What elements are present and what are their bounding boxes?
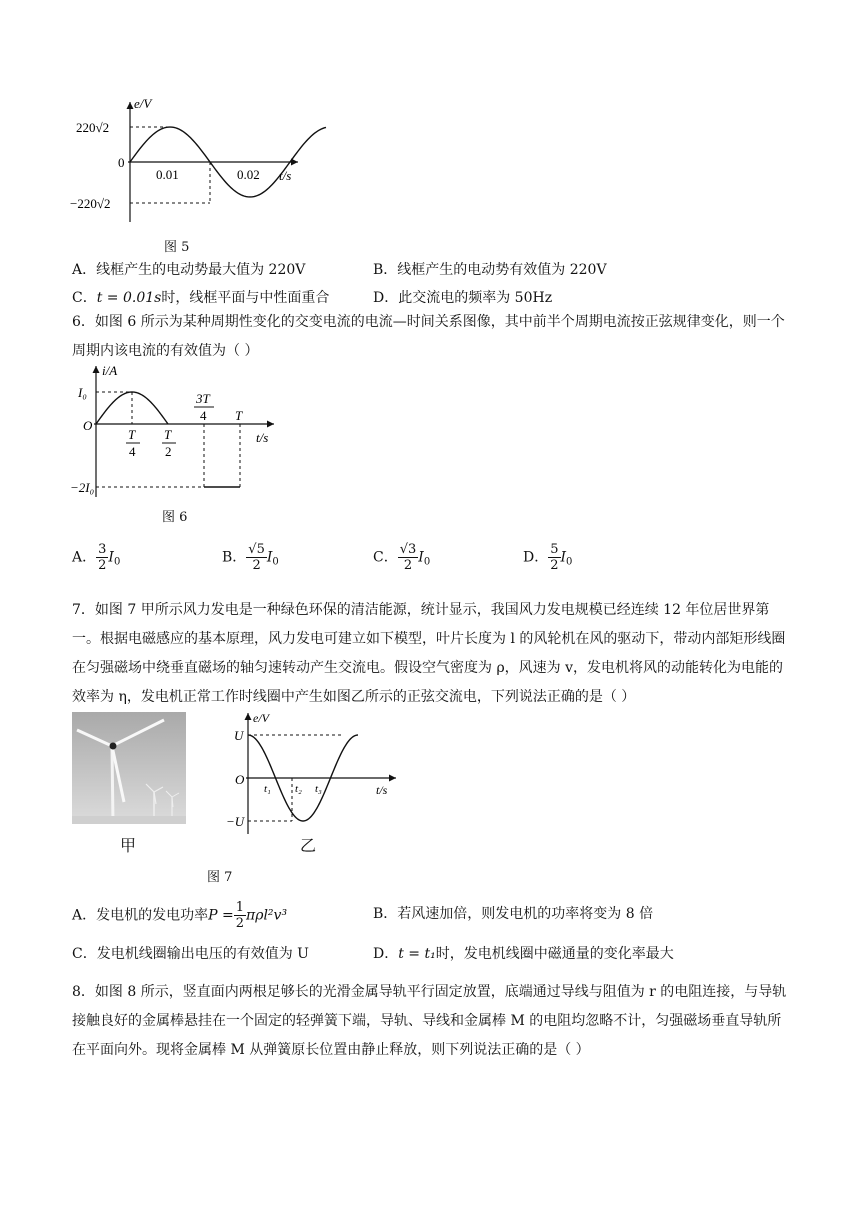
fig6-tick-t4-den: 4 <box>129 444 136 459</box>
graph-label-yi: 乙 <box>300 836 317 855</box>
q6-option-b[interactable] <box>222 542 279 573</box>
fig6-tick-t: T <box>235 408 243 423</box>
fig6-tick-3t4-den: 4 <box>200 408 207 423</box>
fig6-half-sine-curve <box>96 392 168 424</box>
q6-option-a[interactable] <box>72 542 120 573</box>
fig7-graph <box>224 710 404 836</box>
q6-option-d-label: D． <box>523 549 549 566</box>
q7-stem: 7．如图 7 甲所示风力发电是一种绿色环保的清洁能源，统计显示，我国风力发电规模已经连续 12 年位居世界第一。根据电磁感应的基本原理，风力发电可建立如下模型，叶片长度为 l 的风轮机在风的驱动下，带动内部矩形线圈在匀强磁场中绕垂直磁场的轴匀速转动产生交流电。假设空气密度为 ρ，风速为 v，发电机将风的动能转化为电能的效率为 η，发电机正常工作时线圈中产生如图乙所示的正弦交流电，下列说法正确的是（ ） <box>72 602 786 705</box>
fig5-tick-1: 0.01 <box>156 167 179 182</box>
fig5-y-axis-label: e/V <box>134 96 152 111</box>
q6-option-c-num: √3 <box>399 542 417 557</box>
fig7-y-neg-label: −U <box>226 814 245 829</box>
q6-option-b-den: 2 <box>252 558 261 573</box>
q6-option-d[interactable] <box>523 542 572 573</box>
fig7-caption: 图 7 <box>207 870 233 885</box>
fig6-origin-label: O <box>83 418 93 433</box>
q5-option-c-label: C． <box>72 290 97 306</box>
fig6-graph <box>70 362 294 502</box>
q6-option-d-den: 2 <box>550 558 559 573</box>
q6-option-c-den: 2 <box>403 558 413 573</box>
q6-option-b-var: I <box>266 549 273 566</box>
q7-option-a-label: A．发电机的发电功率 <box>72 907 209 924</box>
q7-option-d[interactable] <box>373 944 674 964</box>
fig7-t3-label: t₃ <box>315 783 322 795</box>
q6-option-d-num: 5 <box>550 542 559 557</box>
q7-option-c[interactable]: C．发电机线圈输出电压的有效值为 U <box>72 946 309 962</box>
wind-turbine-photo <box>72 712 186 824</box>
q7-option-a-num: 1 <box>235 900 245 915</box>
q6-option-d-var: I <box>560 549 567 566</box>
fig7-origin-label: O <box>235 772 245 787</box>
fig7-y-axis-label: e/V <box>253 711 269 725</box>
q7-option-b[interactable]: B．若风速加倍，则发电机的功率将变为 8 倍 <box>373 906 654 922</box>
fig7-x-axis-label: t/s <box>376 783 388 797</box>
fig5-x-axis-label: t/s <box>279 168 292 183</box>
fig5-y-min-label: −220√2 <box>70 196 111 211</box>
q6-option-c-var: I <box>418 549 424 566</box>
q7-option-d-math: t = t₁ <box>398 946 436 962</box>
fig5-tick-2: 0.02 <box>237 167 260 182</box>
fig7-t1-label: t₁ <box>264 783 271 795</box>
fig5-y-max-label: 220√2 <box>76 120 110 135</box>
q6-option-a-den: 2 <box>98 558 107 573</box>
q6-option-c-sub: 0 <box>423 556 431 568</box>
fig5-origin-label: 0 <box>118 155 125 170</box>
fig6-y-neg-label: −2I₀ <box>70 480 95 495</box>
fig6-tick-t4-num: T <box>128 427 136 442</box>
q6-option-b-num: √5 <box>248 542 265 557</box>
fig6-tick-t2-num: T <box>164 427 172 442</box>
q7-option-d-text: 时，发电机线圈中磁通量的变化率最大 <box>435 946 674 962</box>
q6-option-c[interactable] <box>373 542 430 573</box>
q7-option-a-den: 2 <box>235 916 245 931</box>
q6-option-a-sub: 0 <box>113 556 121 568</box>
fig6-tick-3t4-num: 3T <box>196 391 210 406</box>
fig7-y-pos-label: U <box>234 728 244 743</box>
q6-option-b-sub: 0 <box>272 556 279 568</box>
q7-option-a-lhs: P = <box>208 907 234 924</box>
q6-option-a-num: 3 <box>98 542 107 557</box>
q6-option-d-sub: 0 <box>566 556 573 568</box>
fig7-t2-label: t₂ <box>295 783 302 795</box>
fig6-tick-t2-den: 2 <box>165 444 172 459</box>
q6-stem: 6．如图 6 所示为某种周期性变化的交变电流的电流—时间关系图像，其中前半个周期电流按正弦规律变化，则一个周期内该电流的有效值为（ ） <box>72 314 785 359</box>
q7-option-d-label: D． <box>373 946 399 962</box>
q5-option-d[interactable]: D．此交流电的频率为 50Hz <box>373 290 553 306</box>
fig6-x-axis-label: t/s <box>256 430 269 445</box>
fig6-y-pos-label: I₀ <box>78 385 87 400</box>
q5-option-b[interactable]: B．线框产生的电动势有效值为 220V <box>373 262 607 278</box>
fig6-y-axis-label: i/A <box>102 363 118 378</box>
fig5-caption: 图 5 <box>164 240 190 255</box>
q7-option-a-rest: πρl²v³ <box>246 907 288 924</box>
q5-option-c-text: 时，线框平面与中性面重合 <box>161 290 330 306</box>
q8-stem: 8．如图 8 所示，竖直面内两根足够长的光滑金属导轨平行固定放置，底端通过导线与阻值为 r 的电阻连接，与导轨接触良好的金属棒悬挂在一个固定的轻弹簧下端，导轨、导线和金属棒 M 的电阻均忽略不计，匀强磁场垂直导轨所在平面向外。现将金属棒 M 从弹簧原长位置由静止释放，则下列说法正确的是（ ） <box>72 984 787 1058</box>
q6-option-c-label: C． <box>373 549 398 566</box>
q5-option-c-math: t = 0.01s <box>96 290 162 306</box>
fig6-caption: 图 6 <box>162 510 188 525</box>
q6-option-a-var: I <box>108 549 114 566</box>
q5-option-c[interactable] <box>72 288 329 308</box>
q6-option-b-label: B． <box>222 549 247 566</box>
q7-option-a[interactable] <box>72 900 287 931</box>
q5-option-a[interactable]: A．线框产生的电动势最大值为 220V <box>72 262 306 278</box>
photo-label-jia: 甲 <box>120 836 137 855</box>
fig5-graph <box>60 96 310 226</box>
q6-option-a-label: A． <box>72 549 97 566</box>
